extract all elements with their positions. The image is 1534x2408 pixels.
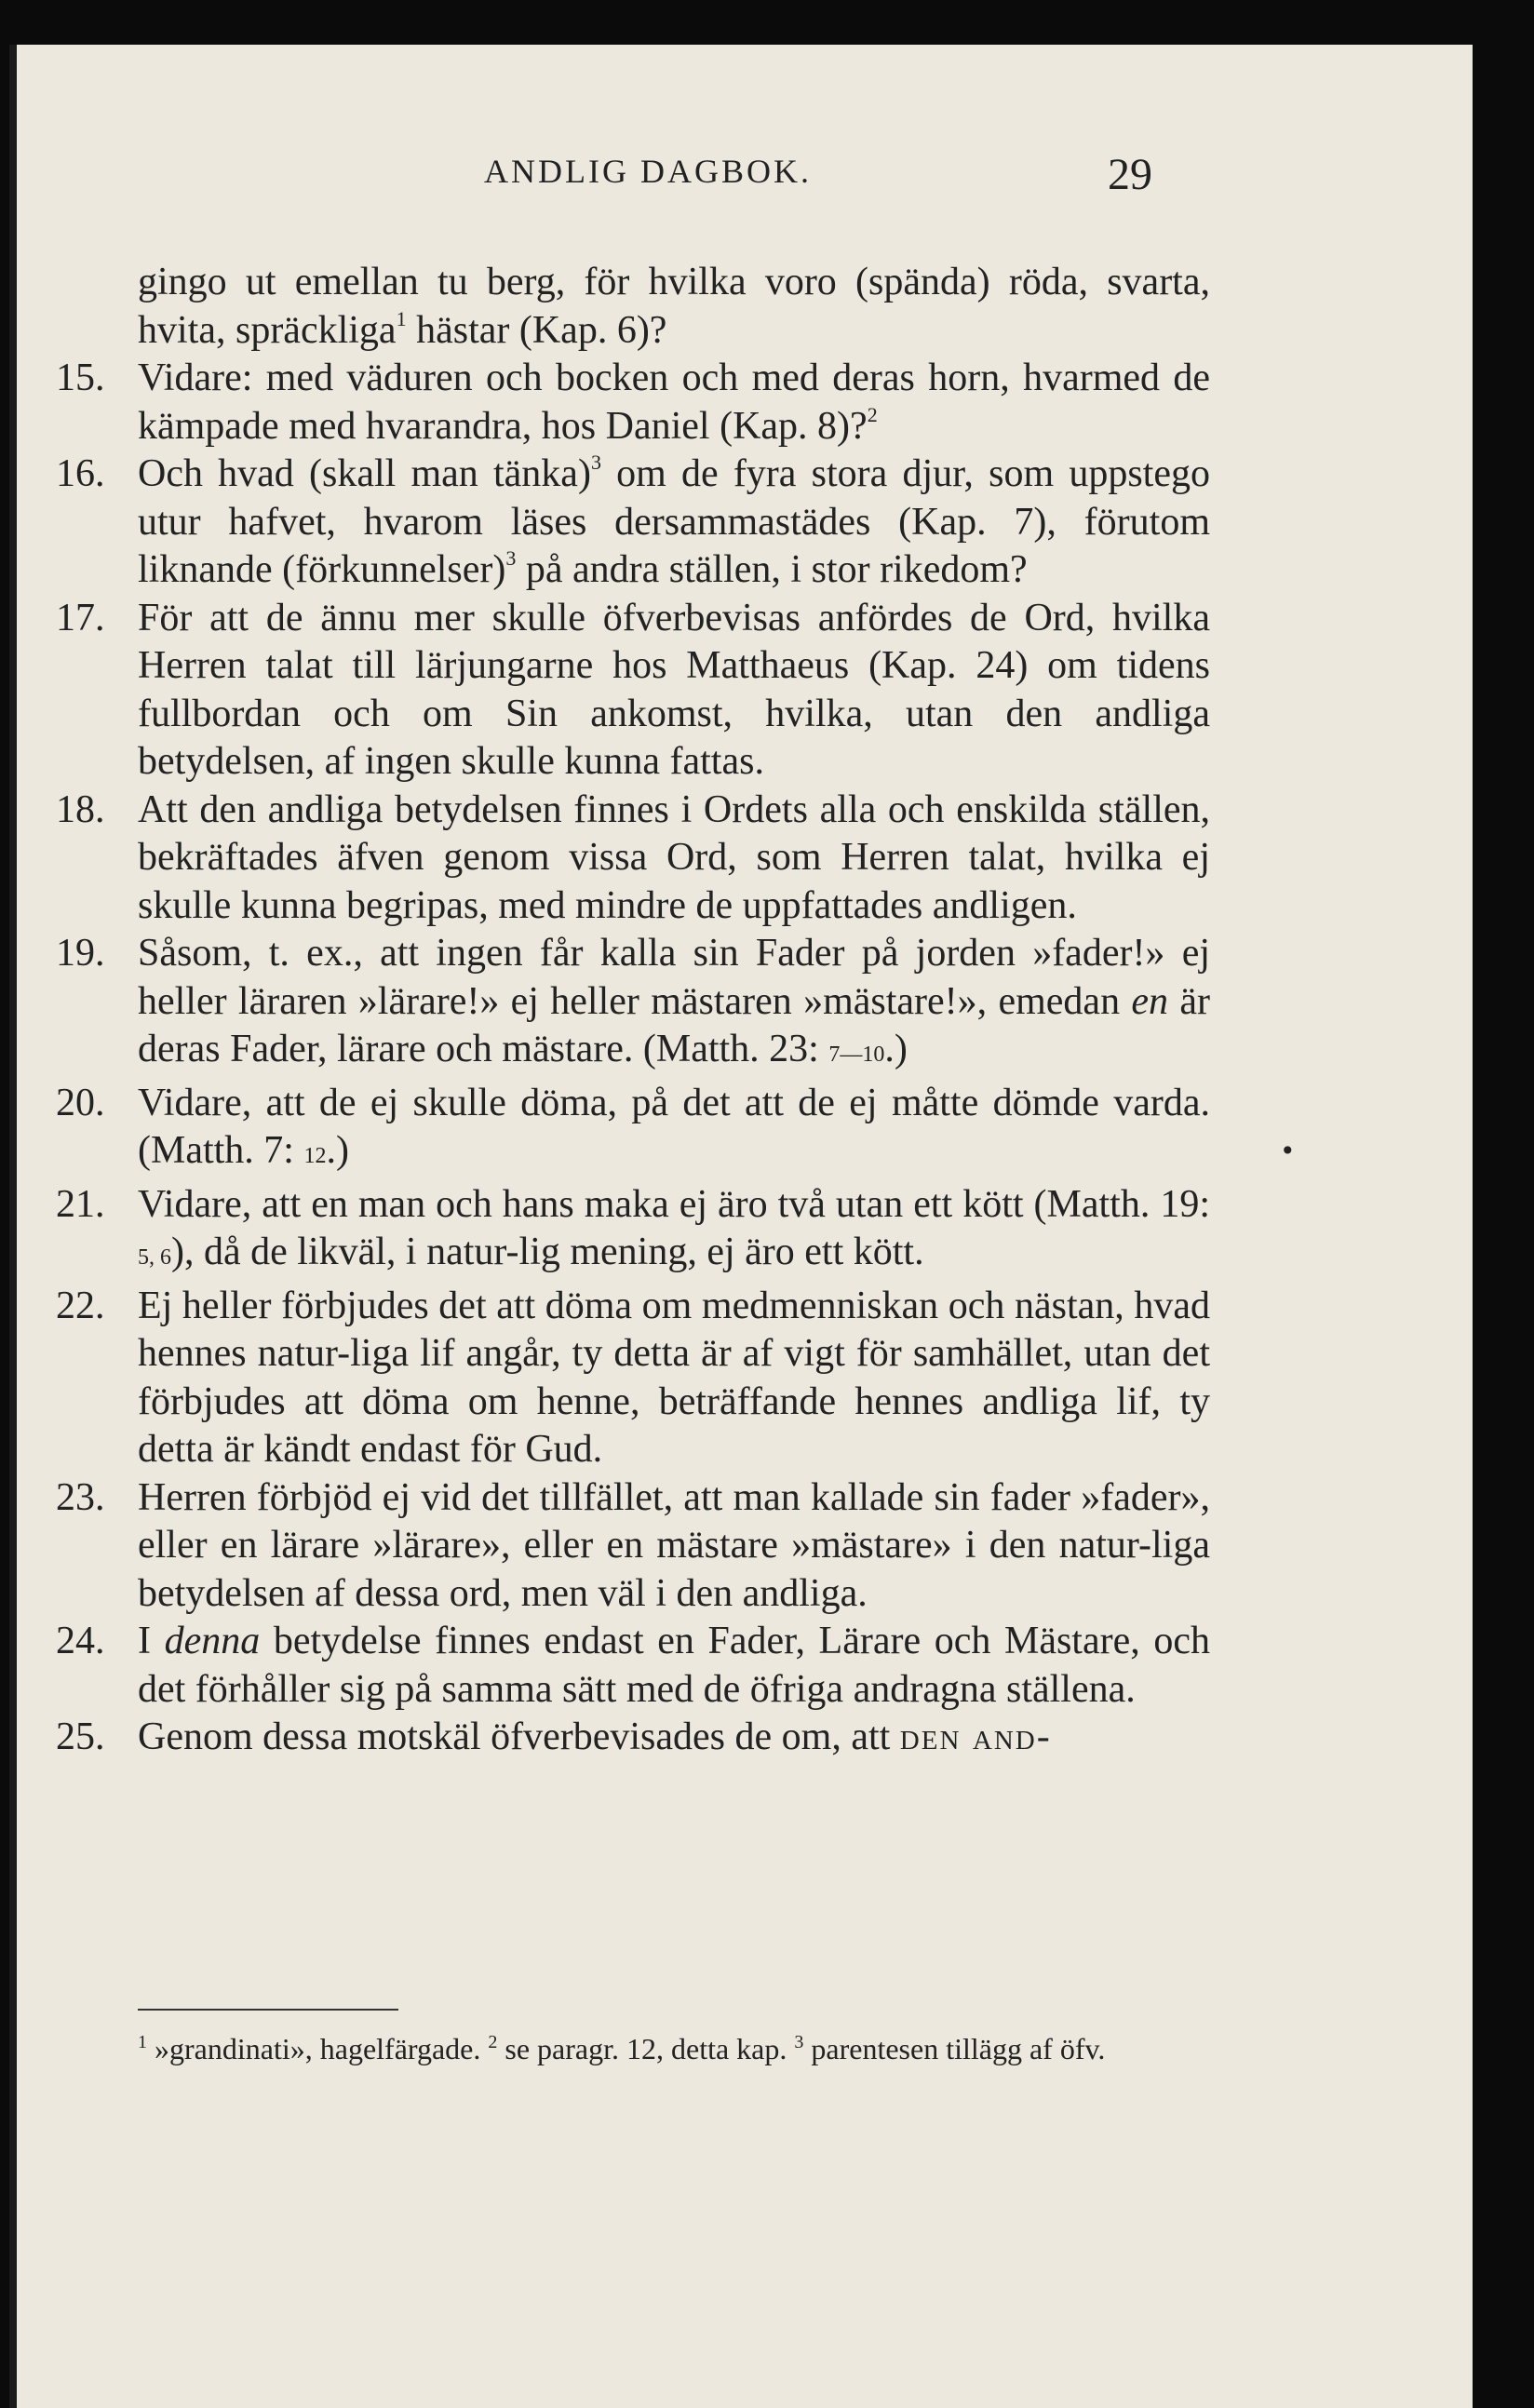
text-run: I <box>138 1620 165 1662</box>
footnote-mark: 3 <box>794 2032 804 2052</box>
text-run: Och hvad (skall man tänka) <box>138 452 591 495</box>
footnote-ref: 1 <box>396 306 407 330</box>
paragraph <box>56 1474 1210 1619</box>
paragraph <box>56 451 1210 595</box>
main-text <box>56 259 1210 1762</box>
verse-ref: 12 <box>303 1144 327 1168</box>
text-run: .) <box>326 1129 349 1172</box>
verse-ref: 7—10 <box>828 1043 885 1067</box>
text-run: Vidare, att en man och hans maka ej äro två utan ett kött (Matth. 19: <box>138 1182 1210 1226</box>
page-number: 29 <box>1108 150 1152 199</box>
verse-ref: 5, 6 <box>138 1245 171 1270</box>
footnote-ref: 2 <box>867 402 878 426</box>
text-run: För att de ännu mer skulle öfverbevisas anfördes de Ord, hvilka Herren talat till lärjungarne hos Matthaeus (Kap. 24) om tidens fullbordan och om Sin ankomst, hvilka, utan den andliga betydelsen, af ingen skulle kunna fattas. <box>138 596 1210 783</box>
text-run: Vidare, att de ej skulle döma, på det att de ej måtte dömde varda. (Matth. 7: <box>138 1081 1210 1172</box>
paragraph-number: 18. <box>56 787 105 831</box>
text-run: hästar (Kap. 6)? <box>406 308 667 352</box>
footnotes <box>56 2031 1210 2066</box>
paragraph <box>56 930 1210 1080</box>
paragraph <box>56 259 1210 355</box>
paragraph-number: 20. <box>56 1081 105 1124</box>
paragraph-number: 25. <box>56 1715 105 1758</box>
text-run: betydelse finnes endast en Fader, Lärare och Mästare, och det förhåller sig på samma sätt med de öfriga andragna ställena. <box>138 1620 1210 1711</box>
text-run: om de fyra stora djur, som uppstego utur hafvet, hvarom läses dersammastädes (Kap. 7), förutom liknande (förkunnelser) <box>138 452 1210 591</box>
text-run: ), då de likväl, i natur-lig mening, ej äro ett kött. <box>171 1231 924 1273</box>
footnote-ref: 3 <box>590 451 601 474</box>
text-run: Vidare: med väduren och bocken och med deras horn, hvarmed de kämpade med hvarandra, hos Daniel (Kap. 8)? <box>138 356 1210 448</box>
text-run: Såsom, t. ex., att ingen får kalla sin Fader på jorden »fader!» ej heller läraren »lärare!» ej heller mästaren »mästare!», emedan <box>138 932 1210 1023</box>
paragraph <box>56 1283 1210 1474</box>
book-page <box>9 45 1473 2408</box>
paragraph-number: 15. <box>56 356 105 399</box>
text-run: Ej heller förbjudes det att döma om medmenniskan och nästan, hvad hennes natur-liga lif angår, ty detta är af vigt för samhället, utan det förbjudes att döma om henne, beträffande hennes andliga lif, ty detta är kändt endast för Gud. <box>138 1284 1210 1471</box>
footnote-mark: 2 <box>488 2032 498 2052</box>
paragraph-number: 17. <box>56 596 105 639</box>
paragraph <box>56 355 1210 451</box>
footnote-rule <box>138 2009 398 2011</box>
running-header: ANDLIG DAGBOK. <box>484 153 812 190</box>
text-run: på andra ställen, i stor rikedom? <box>516 548 1028 591</box>
paragraph-number: 23. <box>56 1475 105 1519</box>
text-run: gingo ut emellan tu berg, för hvilka voro (spända) röda, svarta, hvita, spräckliga <box>138 261 1210 352</box>
footnote-text: parentesen tillägg af öfv. <box>803 2032 1106 2065</box>
text-run: Att den andliga betydelsen finnes i Ordets alla och enskilda ställen, bekräftades äfven genom vissa Ord, som Herren talat, hvilka ej skulle kunna begripas, med mindre de uppfattades andligen. <box>138 787 1210 927</box>
paragraph <box>56 1080 1210 1181</box>
small-caps-text: den and- <box>899 1715 1052 1758</box>
paragraph-number: 21. <box>56 1182 105 1226</box>
paragraph <box>56 595 1210 787</box>
emphasis: en <box>1131 979 1169 1023</box>
paragraph-number: 24. <box>56 1620 105 1662</box>
paragraph-number: 22. <box>56 1284 105 1327</box>
paragraph <box>56 787 1210 931</box>
page-spine-edge <box>9 45 17 2408</box>
paragraph <box>56 1618 1210 1714</box>
text-run: Herren förbjöd ej vid det tillfället, att man kallade sin fader »fader», eller en lärare »lärare», eller en mästare »mästare» i den natur-liga betydelsen af dessa ord, men väl i den andliga. <box>138 1475 1210 1615</box>
text-run: .) <box>884 1028 908 1070</box>
paragraph <box>56 1181 1210 1283</box>
paragraph <box>56 1714 1210 1762</box>
paragraph-number: 16. <box>56 452 105 495</box>
emphasis: denna <box>164 1620 261 1662</box>
margin-mark: • <box>1280 1136 1296 1166</box>
footnote-mark: 1 <box>138 2032 147 2052</box>
footnote-ref: 3 <box>505 546 517 570</box>
text-run: Genom dessa motskäl öfverbevisades de om, att <box>138 1715 900 1758</box>
text-run: är deras Fader, lärare och mästare. (Matth. 23: <box>138 979 1210 1070</box>
footnote-text: »grandinati», hagelfärgade. <box>147 2032 489 2065</box>
paragraph-number: 19. <box>56 932 105 975</box>
footnote-text: se paragr. 12, detta kap. <box>497 2032 795 2065</box>
